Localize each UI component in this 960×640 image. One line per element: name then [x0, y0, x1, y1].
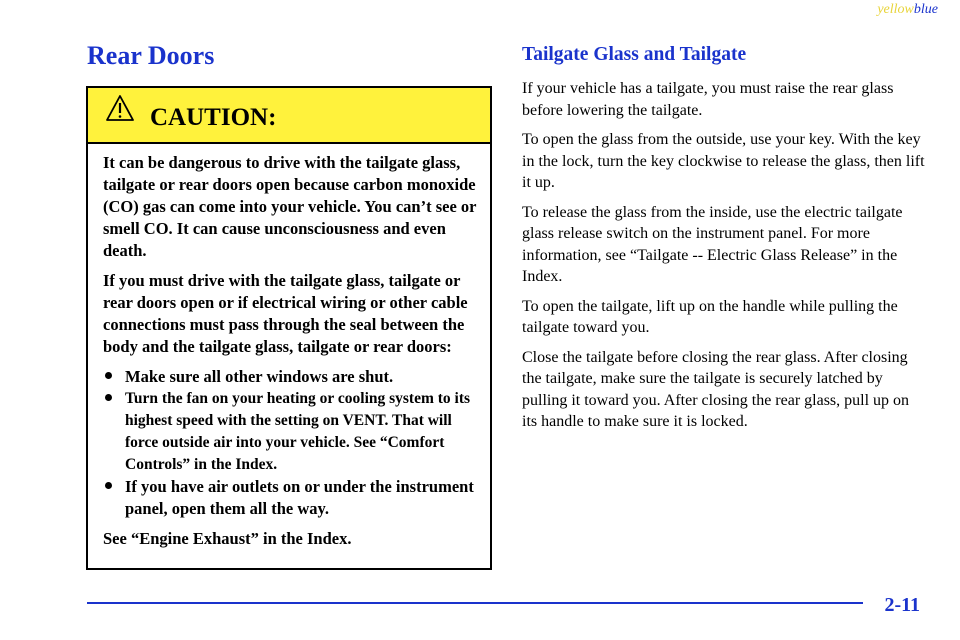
body-paragraph: To release the glass from the inside, use the electric tailgate glass release switch on the instrument panel. For more information, see “Tailgate -- Electric Glass Release” in the Index.	[522, 203, 903, 285]
caution-bullet-list	[103, 366, 480, 520]
bullet-icon	[105, 482, 112, 489]
footer-rule	[87, 602, 863, 604]
color-tag	[877, 2, 938, 18]
caution-paragraph: It can be dangerous to drive with the tailgate glass, tailgate or rear doors open because carbon monoxide (CO) gas can come into your vehicle. You can’t see or smell CO. It can cause unconsciousness and even death.	[103, 153, 477, 260]
right-column	[522, 42, 927, 441]
caution-bullet	[103, 388, 480, 476]
page-number: 2-11	[884, 594, 920, 616]
body-paragraph: If your vehicle has a tailgate, you must raise the rear glass before lowering the tailgate.	[522, 80, 894, 119]
color-tag-yellow: yellow	[877, 2, 914, 17]
caution-bullet	[103, 366, 480, 388]
warning-triangle-icon	[105, 94, 135, 122]
caution-body	[88, 144, 490, 550]
caution-bullet	[103, 476, 480, 520]
caution-bullet-text: If you have air outlets on or under the instrument panel, open them all the way.	[125, 477, 474, 518]
body-paragraph: Close the tailgate before closing the rear glass. After closing the tailgate, make sure the tailgate is securely latched by pulling it toward you. After closing the rear glass, pull up on its handle to make sure it is locked.	[522, 348, 910, 430]
color-tag-blue: blue	[913, 2, 938, 17]
body-paragraph: To open the glass from the outside, use your key. With the key in the lock, turn the key clockwise to release the glass, then lift it up.	[522, 131, 925, 191]
section-title-rear-doors: Rear Doors	[87, 41, 215, 70]
caution-bullet-text: Make sure all other windows are shut.	[125, 367, 394, 386]
bullet-icon	[105, 372, 112, 379]
bullet-icon	[105, 394, 112, 401]
body-paragraph: To open the tailgate, lift up on the handle while pulling the tailgate toward you.	[522, 297, 898, 336]
caution-header	[88, 88, 490, 144]
section-title-tailgate: Tailgate Glass and Tailgate	[522, 44, 747, 65]
caution-bullet-text: Turn the fan on your heating or cooling system to its highest speed with the setting on VENT. That will force outside air into your vehicle. See “Comfort Controls” in the Index.	[125, 390, 471, 473]
caution-title: CAUTION:	[150, 104, 277, 131]
caution-closing: See “Engine Exhaust” in the Index.	[103, 529, 352, 548]
caution-paragraph: If you must drive with the tailgate glass, tailgate or rear doors open or if electrical wiring or other cable connections must pass through the seal between the body and the tailgate glass, tailgate or rear doors:	[103, 271, 468, 356]
caution-box	[86, 86, 492, 570]
